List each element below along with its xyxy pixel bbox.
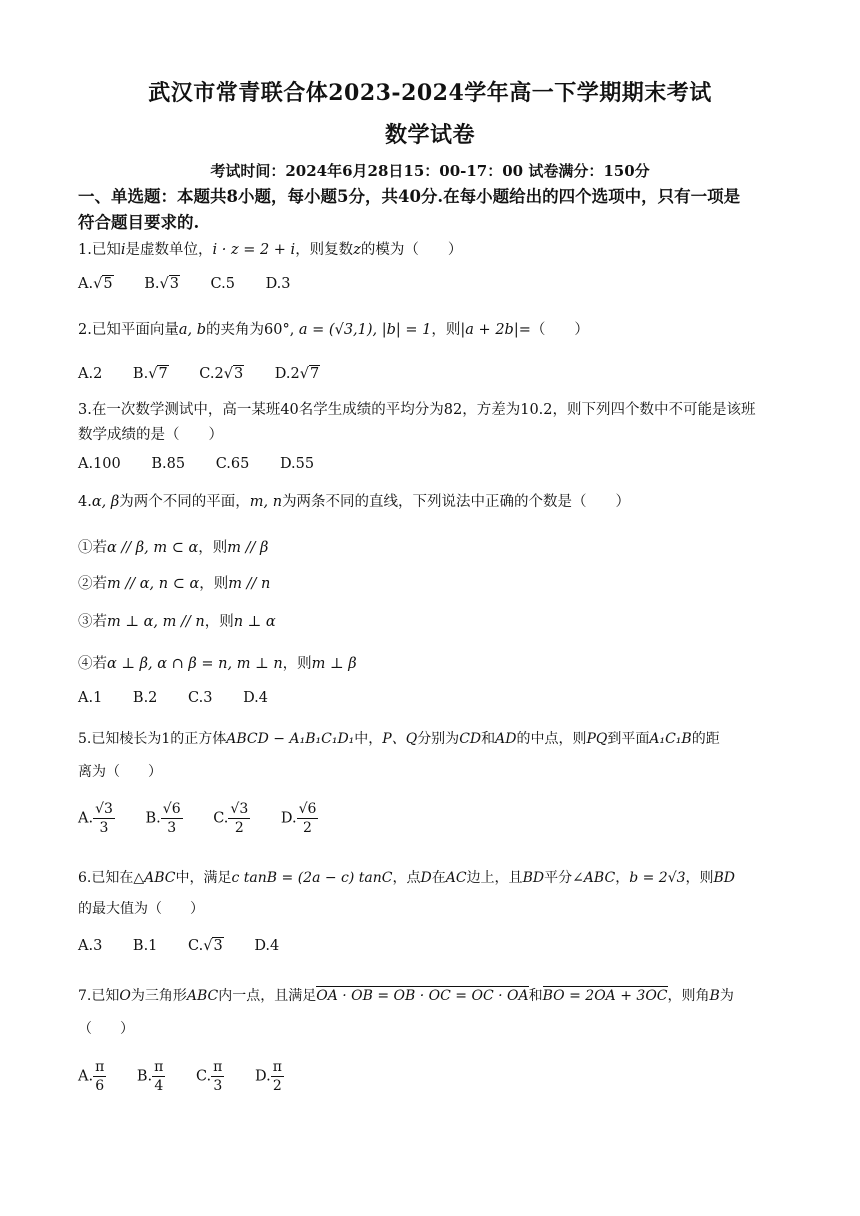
q2-vectors: a, b (178, 322, 206, 338)
q4-option-d: D.4 (243, 690, 269, 706)
question-2-stem: 2.已知平面向量a, b的夹角为60°, a = (√3,1), |b| = 1，则|a + 2b|=（ ） (78, 322, 589, 338)
q4-statement-3: ③若m ⊥ α, m // n，则n ⊥ α (78, 614, 276, 630)
q6-option-c: C.√3 (188, 938, 223, 954)
section-heading-line2: 符合题目要求的. (78, 213, 200, 232)
q6-option-b: B.1 (132, 938, 158, 954)
q2-option-d: D.2√7 (274, 366, 320, 382)
q3-option-a: A.100 (78, 456, 121, 472)
question-1-stem: 1.已知i是虚数单位，i · z = 2 + i，则复数z的模为（ ） (78, 242, 463, 258)
q1-option-d: D.3 (265, 276, 291, 292)
q7-option-d: D. $\frac{\pi}{2}$ (254, 1059, 282, 1094)
question-6-stem: 6.已知在△ABC中，满足c tanB = (2a − c) tanC，点D在AC边上，且BD平分∠ABC，b = 2√3，则BD 的最大值为（ ） (78, 870, 736, 917)
q2-expression: |a + 2b| (460, 322, 519, 338)
question-4-options (78, 690, 793, 706)
q5-option-b: B. $\frac{√6}{3}$ (145, 801, 181, 836)
exam-title: 武汉市常青联合体2023-2024学年高一下学期期末考试 (148, 80, 712, 106)
q1-option-b: B.√3 (144, 276, 179, 292)
q2-option-c: C.2√3 (199, 366, 244, 382)
q1-option-a: A.√5 (78, 276, 113, 292)
q4-statement-2: ②若m // α, n ⊂ α，则m // n (78, 576, 271, 592)
question-3-options (78, 456, 793, 472)
q2-condition: a = (√3,1), |b| = 1 (298, 322, 432, 338)
section-heading-line1: 一、单选题：本题共8小题，每小题5分，共40分.在每小题给出的四个选项中，只有一项是 (78, 187, 741, 206)
q4-option-a: A.1 (78, 690, 103, 706)
question-5-stem: 5.已知棱长为1的正方体ABCD − A₁B₁C₁D₁中，P、Q分别为CD和AD的中点，则PQ到平面A₁C₁B的距 离为（ ） (78, 731, 720, 780)
question-4-stem: 4.α, β为两个不同的平面，m, n为两条不同的直线，下列说法中正确的个数是（ ） (78, 494, 631, 510)
section-heading (78, 184, 798, 236)
q6-option-d: D.4 (254, 938, 280, 954)
question-6-options (78, 938, 793, 954)
q1-option-c: C.5 (210, 276, 235, 292)
q5-option-d: D. $\frac{√6}{2}$ (280, 801, 317, 836)
q4-option-b: B.2 (132, 690, 158, 706)
q5-option-a: A. $\frac{√3}{3}$ (78, 801, 113, 836)
q2-angle: 60° (264, 322, 290, 338)
q7-option-c: C. $\frac{\pi}{3}$ (195, 1059, 223, 1094)
q3-option-d: D.55 (279, 456, 315, 472)
question-1-options (78, 276, 793, 292)
q4-statement-4: ④若α ⊥ β, α ∩ β = n, m ⊥ n，则m ⊥ β (78, 656, 357, 672)
q2-option-b: B.√7 (132, 366, 168, 382)
q4-statement-1: ①若α // β, m ⊂ α，则m // β (78, 540, 269, 556)
question-7-stem: 7.已知O为三角形ABC内一点，且满足OA · OB = OB · OC = OC · OA和BO = 2OA + 3OC，则角B为 （ ） (78, 988, 734, 1037)
q5-option-c: C. $\frac{√3}{2}$ (213, 801, 249, 836)
q1-equation: i · z = 2 + i (212, 242, 296, 258)
exam-subject: 数学试卷 (384, 122, 475, 148)
q6-option-a: A.3 (78, 938, 103, 954)
q3-option-b: B.85 (151, 456, 186, 472)
q2-option-a: A.2 (78, 366, 103, 382)
imag-unit: i (120, 242, 126, 258)
q7-dot-condition: OA · OB = OB · OC = OC · OA (316, 988, 529, 1004)
q7-vector-condition: BO = 2OA + 3OC (542, 988, 668, 1004)
q3-option-c: C.65 (215, 456, 250, 472)
q7-option-a: A. $\frac{\pi}{6}$ (78, 1059, 105, 1094)
q4-option-c: C.3 (188, 690, 213, 706)
question-7-options (78, 1058, 793, 1095)
q7-option-b: B. $\frac{\pi}{4}$ (136, 1059, 164, 1094)
exam-info: 考试时间：2024年6月28日15：00-17：00 试卷满分：150分 (210, 162, 650, 180)
question-2-options (78, 366, 793, 382)
question-5-options (78, 800, 793, 837)
question-3-stem: 3.在一次数学测试中，高一某班40名学生成绩的平均分为82，方差为10.2，则下列四个数中不可能是该班 数学成绩的是（ ） (78, 402, 756, 443)
